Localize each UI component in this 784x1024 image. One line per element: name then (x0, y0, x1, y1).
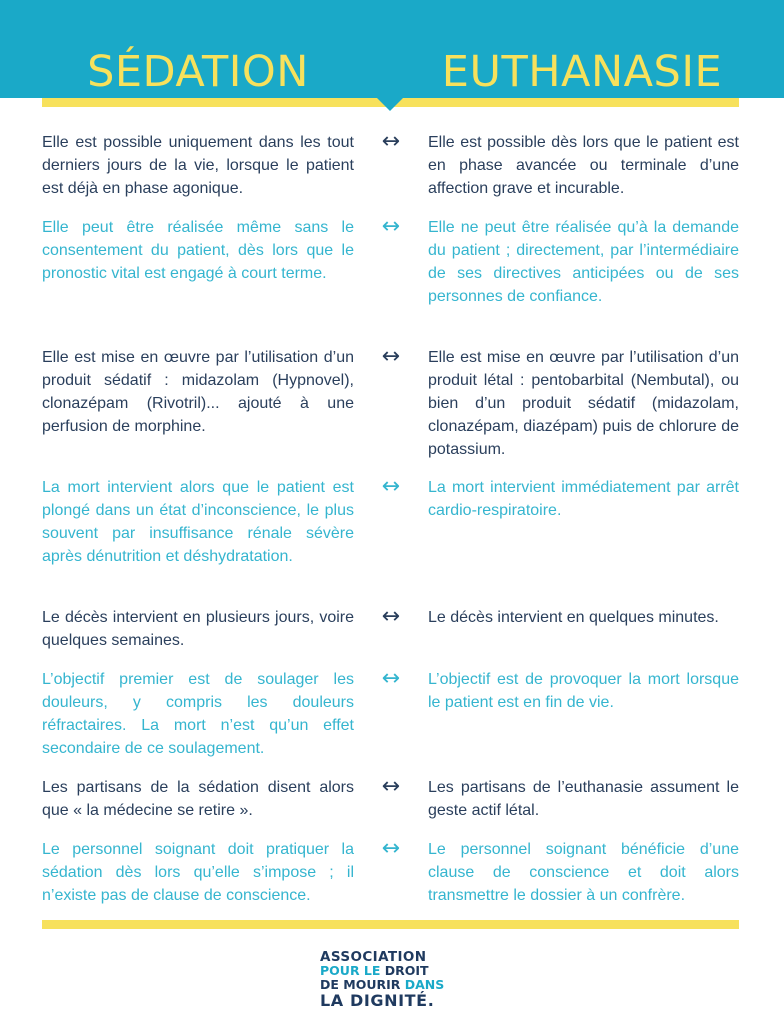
sedation-text: Les partisans de la sédation disent alors que « la médecine se retire ». (42, 779, 354, 819)
double-arrow-icon: ↔ (381, 474, 401, 499)
double-arrow-icon: ↔ (381, 666, 401, 691)
double-arrow-icon: ↔ (381, 214, 401, 239)
comparison-row (0, 216, 784, 346)
comparison-row (0, 346, 784, 476)
sedation-text: Le décès intervient en plusieurs jours, voire quelques semaines. (42, 609, 354, 649)
sedation-title: SÉDATION (87, 47, 309, 97)
footer-divider (42, 920, 739, 929)
sedation-text: Elle peut être réalisée même sans le consentement du patient, dès lors que le pronostic vital est engagé à court terme. (42, 219, 354, 282)
comparison-row (0, 838, 784, 923)
euthanasie-text: Le décès intervient en quelques minutes. (428, 609, 719, 626)
euthanasie-text: L’objectif est de provoquer la mort lorsque le patient est en fin de vie. (428, 671, 739, 711)
association-logo (320, 950, 480, 1010)
double-arrow-icon: ↔ (381, 774, 401, 799)
euthanasie-text: Elle ne peut être réalisée qu’à la demande du patient ; directement, par l’intermédiaire de ses directives anticipées ou de ses personnes de confiance. (428, 219, 739, 305)
sedation-text: La mort intervient alors que le patient est plongé dans un état d’inconscience, le plus souvent par insuffisance rénale sévère après dénutrition et déshydratation. (42, 479, 354, 565)
double-arrow-icon: ↔ (381, 129, 401, 154)
double-arrow-icon: ↔ (381, 836, 401, 861)
logo-line-3: DE MOURIR DANS (320, 977, 445, 992)
comparison-row (0, 776, 784, 838)
euthanasie-text: Le personnel soignant bénéficie d’une clause de conscience et doit alors transmettre le dossier à un confrère. (428, 841, 739, 904)
sedation-text: L’objectif premier est de soulager les douleurs, y compris les douleurs réfractaires. La mort n’est qu’un effet secondaire de ce soulagement. (42, 671, 354, 757)
comparison-row (0, 606, 784, 668)
comparison-row (0, 668, 784, 776)
euthanasie-text: Elle est possible dès lors que le patient est en phase avancée ou terminale d’une affection grave et incurable. (428, 134, 739, 197)
comparison-table (0, 131, 784, 923)
double-arrow-icon: ↔ (381, 604, 401, 629)
comparison-row (0, 131, 784, 216)
sedation-text: Le personnel soignant doit pratiquer la sédation dès lors qu’elle s’impose ; il n’existe pas de clause de conscience. (42, 841, 354, 904)
double-arrow-icon: ↔ (381, 344, 401, 369)
euthanasie-text: Les partisans de l’euthanasie assument le geste actif létal. (428, 779, 739, 819)
sedation-text: Elle est mise en œuvre par l’utilisation d’un produit sédatif : midazolam (Hypnovel), clonazépam (Rivotril)... ajouté à une perfusion de morphine. (42, 349, 354, 435)
sedation-text: Elle est possible uniquement dans les tout derniers jours de la vie, lorsque le patient est déjà en phase agonique. (42, 134, 354, 197)
euthanasie-title: EUTHANASIE (441, 47, 723, 97)
logo-line-1: ASSOCIATION (320, 949, 427, 965)
logo-line-2: POUR LE DROIT (320, 963, 429, 978)
euthanasie-text: Elle est mise en œuvre par l’utilisation d’un produit létal : pentobarbital (Nembutal), ou bien d’un produit sédatif (midazolam, clonazépam, diazépam) puis de chlorure de potassium. (428, 349, 739, 458)
euthanasie-text: La mort intervient immédiatement par arrêt cardio-respiratoire. (428, 479, 739, 519)
comparison-row (0, 476, 784, 606)
logo-line-4: LA DIGNITÉ. (320, 991, 435, 1010)
header-notch (375, 96, 405, 111)
